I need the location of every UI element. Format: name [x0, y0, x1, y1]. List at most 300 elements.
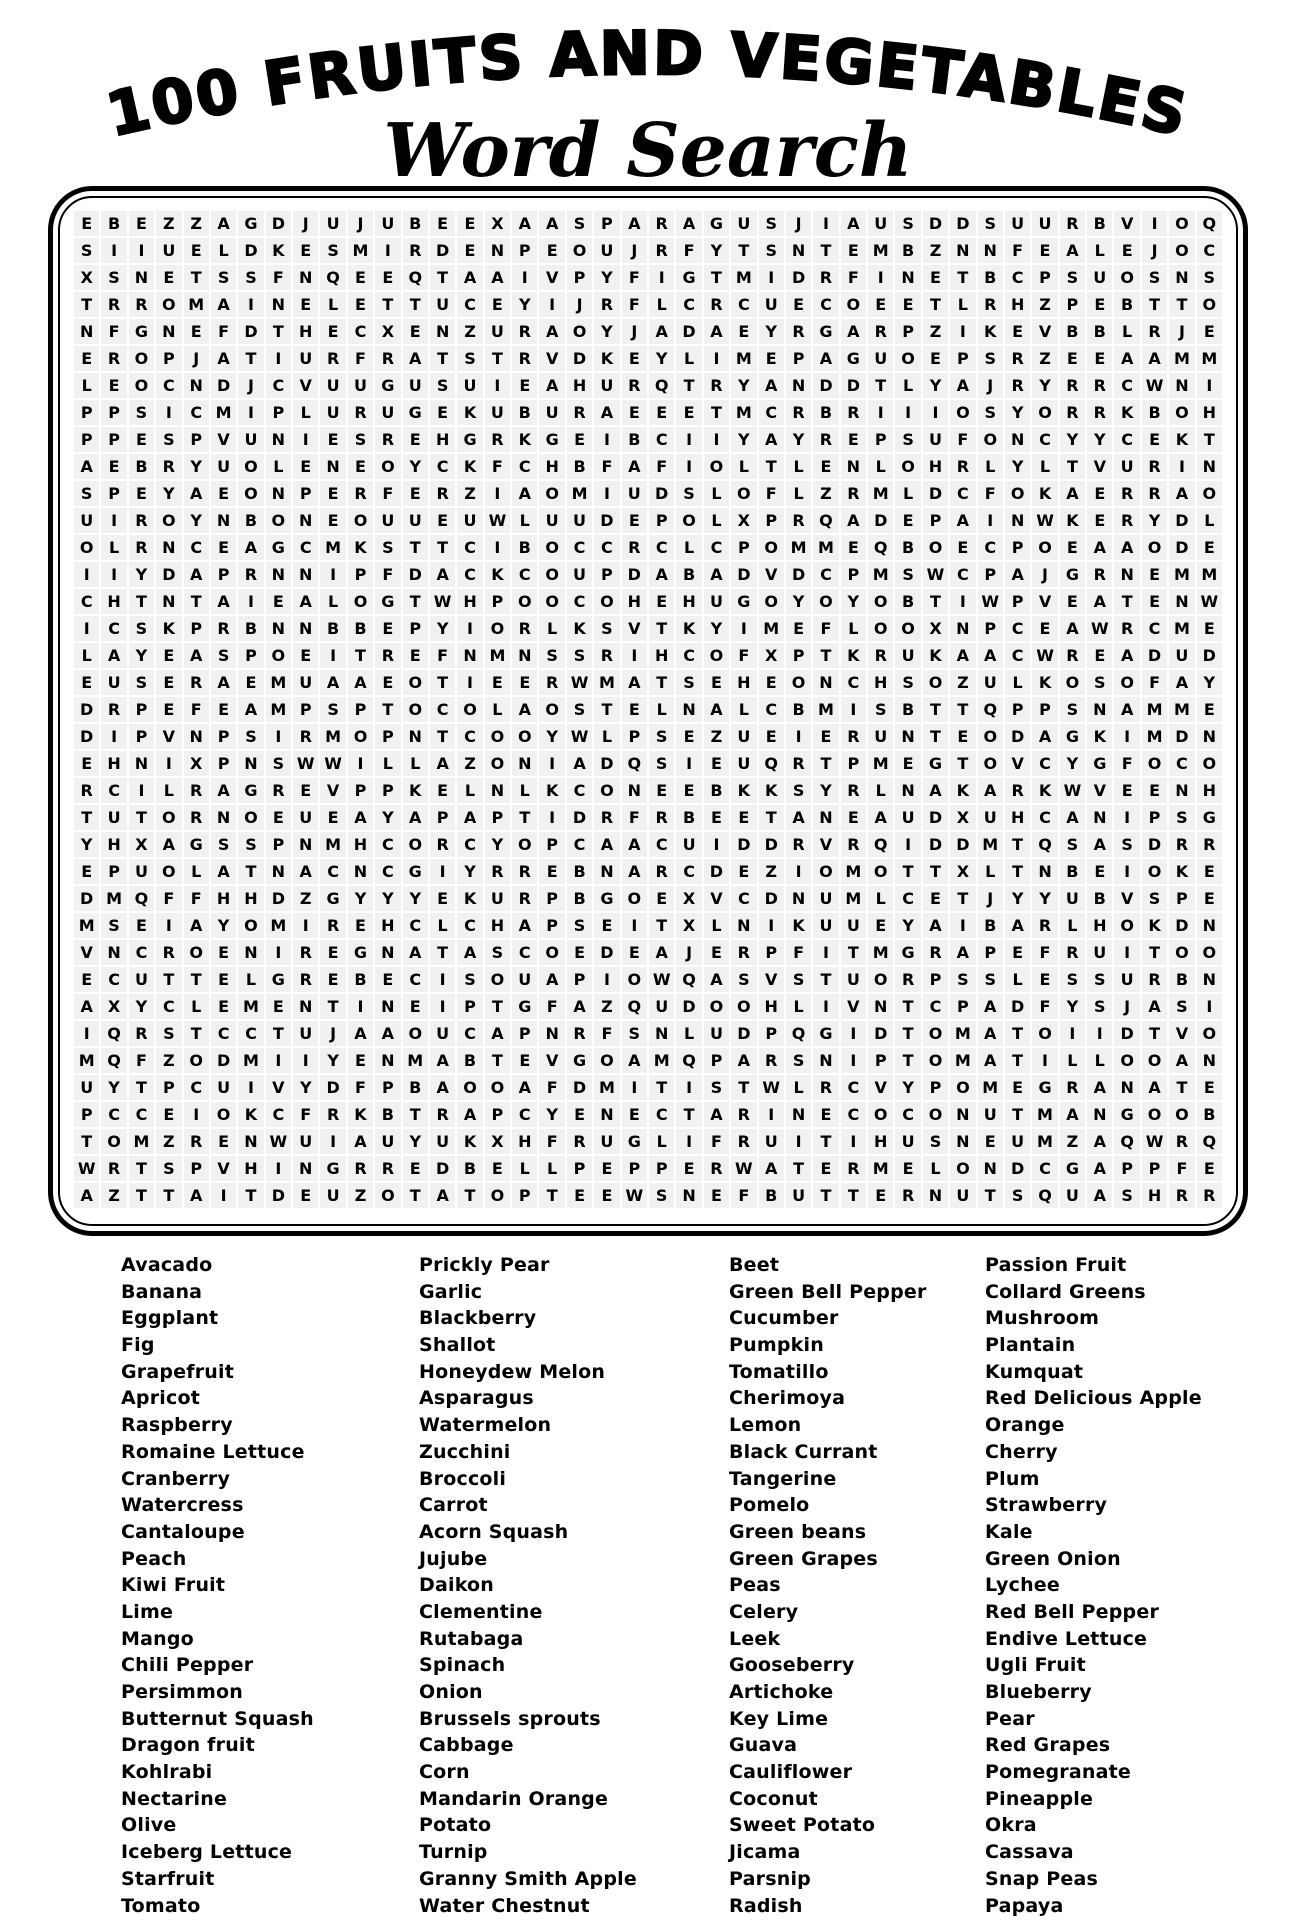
grid-cell-letter: N — [813, 670, 838, 695]
word-list-item: Watermelon — [419, 1414, 552, 1437]
grid-cell-letter: O — [594, 778, 619, 803]
grid-cell-letter: C — [156, 994, 181, 1019]
grid-cell-letter: U — [403, 373, 428, 398]
grid-cell-letter: C — [348, 319, 373, 344]
grid-cell-letter: P — [74, 400, 99, 425]
grid-cell-letter: U — [457, 508, 482, 533]
grid-cell-letter: O — [1032, 400, 1057, 425]
grid-cell-letter: V — [759, 967, 784, 992]
grid-cell-letter: T — [485, 994, 510, 1019]
word-list-item: Mango — [121, 1627, 194, 1650]
grid-cell-letter: F — [129, 1048, 154, 1073]
grid-cell-letter: R — [129, 508, 154, 533]
grid-cell-letter: A — [539, 373, 564, 398]
word-list-item: Strawberry — [985, 1494, 1108, 1517]
page-title: 100 FRUITS AND VEGETABLES — [100, 18, 1196, 151]
grid-cell-letter: Y — [1060, 427, 1085, 452]
grid-cell-letter: R — [430, 832, 455, 857]
grid-cell-letter: A — [430, 1075, 455, 1100]
grid-cell-letter: V — [539, 1048, 564, 1073]
grid-cell-letter: H — [1005, 292, 1030, 317]
grid-cell-letter: D — [868, 508, 893, 533]
grid-cell-letter: C — [156, 373, 181, 398]
grid-cell-letter: A — [184, 913, 209, 938]
grid-cell-letter: R — [841, 832, 866, 857]
word-list-item: Spinach — [419, 1654, 506, 1677]
grid-cell-letter: H — [457, 589, 482, 614]
word-list-item: Pineapple — [985, 1787, 1094, 1810]
grid-cell-letter: T — [1142, 1021, 1167, 1046]
grid-cell-letter: A — [731, 1048, 756, 1073]
grid-cell-letter: D — [567, 805, 592, 830]
grid-cell-letter: S — [129, 400, 154, 425]
grid-cell-letter: R — [1060, 400, 1085, 425]
grid-cell-letter: A — [211, 670, 236, 695]
grid-cell-letter: E — [184, 319, 209, 344]
grid-cell-letter: E — [895, 292, 920, 317]
grid-cell-letter: S — [567, 643, 592, 668]
grid-cell-letter: R — [1197, 832, 1222, 857]
grid-cell-letter: T — [375, 697, 400, 722]
grid-cell-letter: R — [512, 886, 537, 911]
grid-cell-letter: A — [539, 211, 564, 236]
grid-cell-letter: O — [978, 427, 1003, 452]
grid-cell-letter: U — [813, 913, 838, 938]
grid-cell-letter: M — [266, 670, 291, 695]
grid-cell-letter: A — [238, 697, 263, 722]
grid-cell-letter: J — [676, 940, 701, 965]
grid-cell-letter: K — [403, 778, 428, 803]
grid-cell-letter: B — [567, 454, 592, 479]
grid-cell-letter: F — [704, 1129, 729, 1154]
grid-cell-letter: Y — [184, 508, 209, 533]
grid-cell-letter: U — [868, 211, 893, 236]
grid-cell-letter: O — [156, 508, 181, 533]
grid-cell-letter: N — [978, 238, 1003, 263]
grid-cell-letter: I — [759, 265, 784, 290]
grid-cell-letter: N — [238, 751, 263, 776]
grid-cell-letter: L — [868, 886, 893, 911]
grid-cell-letter: E — [320, 319, 345, 344]
grid-cell-letter: H — [101, 751, 126, 776]
grid-cell-letter: R — [1005, 346, 1030, 371]
word-list-item: Cranberry — [121, 1467, 231, 1490]
grid-cell-letter: U — [731, 211, 756, 236]
grid-cell-letter: N — [485, 238, 510, 263]
grid-cell-letter: O — [567, 319, 592, 344]
grid-cell-letter: S — [649, 724, 674, 749]
grid-cell-letter: J — [238, 373, 263, 398]
grid-cell-letter: W — [293, 751, 318, 776]
grid-cell-letter: B — [622, 427, 647, 452]
grid-cell-letter: B — [320, 616, 345, 641]
grid-cell-letter: R — [567, 1021, 592, 1046]
grid-cell-letter: B — [403, 1075, 428, 1100]
grid-cell-letter: E — [375, 265, 400, 290]
grid-cell-letter: B — [1142, 400, 1167, 425]
grid-cell-letter: O — [704, 643, 729, 668]
word-list-item: Brussels sprouts — [419, 1707, 601, 1730]
grid-cell-letter: R — [1169, 1183, 1194, 1208]
grid-cell-letter: D — [430, 1156, 455, 1181]
grid-cell-letter: N — [978, 1156, 1003, 1181]
grid-cell-letter: M — [1197, 346, 1222, 371]
grid-cell-letter: P — [1114, 1156, 1139, 1181]
grid-cell-letter: S — [211, 832, 236, 857]
grid-cell-letter: Y — [649, 346, 674, 371]
grid-cell-letter: B — [895, 535, 920, 560]
grid-cell-letter: F — [813, 616, 838, 641]
grid-cell-letter: A — [74, 454, 99, 479]
grid-cell-letter: K — [731, 778, 756, 803]
grid-cell-letter: A — [622, 211, 647, 236]
grid-cell-letter: E — [74, 859, 99, 884]
grid-cell-letter: P — [211, 724, 236, 749]
grid-border-inner — [58, 196, 1238, 1226]
grid-cell-letter: O — [539, 589, 564, 614]
grid-cell-letter: P — [950, 994, 975, 1019]
grid-cell-letter: P — [622, 1156, 647, 1181]
grid-cell-letter: N — [512, 643, 537, 668]
grid-cell-letter: A — [211, 778, 236, 803]
grid-cell-letter: U — [923, 427, 948, 452]
grid-cell-letter: B — [786, 697, 811, 722]
grid-cell-letter: A — [1142, 994, 1167, 1019]
word-list-item: Shallot — [419, 1334, 496, 1357]
grid-cell-letter: N — [211, 508, 236, 533]
grid-cell-letter: L — [1032, 454, 1057, 479]
grid-cell-letter: P — [1005, 535, 1030, 560]
word-list-item: Honeydew Melon — [419, 1360, 606, 1383]
word-list-item: Daikon — [419, 1574, 495, 1597]
grid-cell-letter: T — [238, 859, 263, 884]
grid-cell-letter: O — [485, 751, 510, 776]
grid-cell-letter: S — [978, 967, 1003, 992]
grid-cell-letter: I — [1032, 1048, 1057, 1073]
grid-cell-letter: U — [978, 1102, 1003, 1127]
grid-cell-letter: S — [485, 940, 510, 965]
grid-cell-letter: E — [512, 1048, 537, 1073]
grid-cell-letter: O — [622, 886, 647, 911]
grid-cell-letter: L — [539, 616, 564, 641]
grid-cell-letter: I — [238, 400, 263, 425]
grid-cell-letter: I — [485, 481, 510, 506]
grid-cell-letter: N — [293, 265, 318, 290]
grid-cell-letter: F — [676, 238, 701, 263]
grid-cell-letter: E — [923, 886, 948, 911]
grid-cell-letter: O — [1142, 1048, 1167, 1073]
grid-cell-letter: K — [567, 616, 592, 641]
grid-cell-letter: O — [184, 1048, 209, 1073]
grid-cell-letter: D — [923, 481, 948, 506]
grid-cell-letter: M — [594, 1075, 619, 1100]
grid-cell-letter: I — [74, 616, 99, 641]
grid-cell-letter: V — [74, 940, 99, 965]
word-list-item: Lychee — [985, 1574, 1060, 1597]
grid-cell-letter: F — [485, 454, 510, 479]
grid-cell-letter: A — [539, 319, 564, 344]
grid-cell-letter: E — [649, 886, 674, 911]
grid-cell-letter: O — [539, 481, 564, 506]
grid-cell-letter: N — [1087, 1102, 1112, 1127]
grid-cell-letter: Y — [841, 589, 866, 614]
grid-cell-letter: P — [348, 778, 373, 803]
grid-cell-letter: A — [184, 643, 209, 668]
grid-cell-letter: P — [74, 1102, 99, 1127]
grid-cell-letter: B — [512, 535, 537, 560]
grid-cell-letter: O — [348, 724, 373, 749]
grid-cell-letter: N — [813, 805, 838, 830]
grid-cell-letter: N — [1005, 508, 1030, 533]
grid-cell-letter: A — [622, 832, 647, 857]
grid-cell-letter: M — [1032, 1129, 1057, 1154]
grid-cell-letter: Q — [1032, 832, 1057, 857]
grid-cell-letter: F — [1032, 940, 1057, 965]
grid-cell-letter: P — [156, 1075, 181, 1100]
grid-cell-letter: T — [649, 1075, 674, 1100]
grid-cell-letter: E — [512, 373, 537, 398]
grid-cell-letter: S — [868, 697, 893, 722]
grid-cell-letter: D — [594, 508, 619, 533]
grid-cell-letter: B — [238, 616, 263, 641]
grid-cell-letter: Y — [1142, 508, 1167, 533]
grid-cell-letter: O — [594, 1048, 619, 1073]
grid-cell-letter: N — [1197, 1048, 1222, 1073]
grid-cell-letter: C — [403, 967, 428, 992]
grid-cell-letter: O — [868, 589, 893, 614]
grid-cell-letter: P — [978, 616, 1003, 641]
grid-cell-letter: D — [950, 832, 975, 857]
grid-cell-letter: H — [923, 454, 948, 479]
word-list-item: Passion Fruit — [985, 1254, 1127, 1276]
grid-cell-letter: B — [676, 805, 701, 830]
grid-cell-letter: O — [868, 616, 893, 641]
grid-cell-letter: B — [1114, 292, 1139, 317]
grid-cell-letter: B — [101, 211, 126, 236]
grid-cell-letter: Y — [430, 616, 455, 641]
grid-cell-letter: P — [348, 697, 373, 722]
grid-cell-letter: X — [923, 616, 948, 641]
word-list-item: Mushroom — [985, 1307, 1100, 1330]
grid-cell-letter: A — [841, 319, 866, 344]
grid-cell-letter: P — [567, 967, 592, 992]
grid-cell-letter: A — [567, 751, 592, 776]
grid-cell-letter: O — [403, 832, 428, 857]
grid-cell-letter: S — [348, 427, 373, 452]
grid-cell-letter: E — [293, 778, 318, 803]
grid-cell-letter: A — [594, 832, 619, 857]
grid-cell-letter: E — [238, 670, 263, 695]
grid-cell-letter: A — [430, 562, 455, 587]
grid-cell-letter: G — [403, 859, 428, 884]
grid-cell-letter: Y — [403, 886, 428, 911]
word-list-item: Collard Greens — [985, 1280, 1146, 1303]
grid-cell-letter: T — [539, 1183, 564, 1208]
grid-cell-letter: P — [129, 697, 154, 722]
grid-cell-letter: E — [594, 1156, 619, 1181]
grid-cell-letter: O — [841, 292, 866, 317]
grid-cell-letter: O — [868, 967, 893, 992]
grid-cell-letter: R — [868, 319, 893, 344]
grid-cell-letter: U — [320, 373, 345, 398]
grid-cell-letter: C — [1169, 751, 1194, 776]
grid-cell-letter: F — [430, 643, 455, 668]
grid-cell-letter: J — [1032, 562, 1057, 587]
grid-cell-letter: K — [950, 778, 975, 803]
grid-cell-letter: Y — [129, 643, 154, 668]
grid-cell-letter: Y — [375, 886, 400, 911]
grid-cell-letter: A — [704, 1102, 729, 1127]
grid-cell-letter: B — [1087, 886, 1112, 911]
grid-cell-letter: D — [622, 562, 647, 587]
grid-cell-letter: I — [238, 292, 263, 317]
grid-cell-letter: S — [266, 751, 291, 776]
grid-cell-letter: I — [293, 913, 318, 938]
grid-cell-letter: R — [1142, 967, 1167, 992]
grid-cell-letter: S — [759, 238, 784, 263]
grid-cell-letter: D — [266, 886, 291, 911]
grid-cell-letter: O — [348, 508, 373, 533]
grid-cell-letter: O — [375, 1183, 400, 1208]
grid-cell-letter: O — [759, 589, 784, 614]
grid-cell-letter: T — [184, 1021, 209, 1046]
grid-cell-letter: C — [512, 940, 537, 965]
grid-cell-letter: S — [567, 697, 592, 722]
word-list-item: Red Grapes — [985, 1734, 1111, 1757]
grid-cell-letter: M — [320, 535, 345, 560]
grid-cell-letter: C — [457, 292, 482, 317]
grid-cell-letter: S — [101, 913, 126, 938]
grid-cell-letter: C — [567, 832, 592, 857]
grid-cell-letter: I — [813, 211, 838, 236]
grid-cell-letter: D — [1169, 535, 1194, 560]
grid-cell-letter: E — [868, 1183, 893, 1208]
grid-cell-letter: M — [759, 616, 784, 641]
grid-cell-letter: Y — [539, 724, 564, 749]
grid-cell-letter: M — [868, 481, 893, 506]
grid-cell-letter: B — [375, 1102, 400, 1127]
grid-cell-letter: A — [622, 454, 647, 479]
word-list-item: Granny Smith Apple — [419, 1867, 637, 1890]
grid-cell-letter: F — [211, 319, 236, 344]
grid-cell-letter: O — [457, 697, 482, 722]
word-list-item: Water Chestnut — [419, 1894, 590, 1917]
grid-cell-letter: N — [594, 859, 619, 884]
grid-cell-letter: O — [1197, 751, 1222, 776]
word-list-item: Red Delicious Apple — [985, 1387, 1202, 1410]
grid-cell-letter: Q — [622, 751, 647, 776]
grid-cell-letter: I — [704, 832, 729, 857]
grid-cell-letter: T — [1169, 1075, 1194, 1100]
grid-cell-letter: K — [156, 616, 181, 641]
grid-cell-letter: H — [238, 886, 263, 911]
word-list-item: Black Currant — [729, 1440, 878, 1463]
grid-cell-letter: G — [266, 535, 291, 560]
grid-cell-letter: C — [320, 859, 345, 884]
grid-cell-letter: N — [156, 319, 181, 344]
grid-cell-letter: I — [759, 1102, 784, 1127]
grid-cell-letter: V — [622, 616, 647, 641]
grid-cell-letter: I — [786, 724, 811, 749]
grid-cell-letter: A — [1114, 346, 1139, 371]
grid-cell-letter: O — [184, 940, 209, 965]
grid-cell-letter: T — [403, 589, 428, 614]
grid-cell-letter: U — [649, 994, 674, 1019]
grid-cell-letter: C — [266, 373, 291, 398]
grid-cell-letter: E — [676, 724, 701, 749]
grid-cell-letter: D — [156, 562, 181, 587]
grid-cell-letter: E — [156, 697, 181, 722]
grid-cell-letter: C — [923, 994, 948, 1019]
grid-cell-letter: U — [950, 1183, 975, 1208]
grid-cell-letter: W — [649, 967, 674, 992]
grid-cell-letter: U — [430, 1129, 455, 1154]
grid-cell-letter: E — [759, 346, 784, 371]
grid-cell-letter: P — [1142, 1156, 1167, 1181]
grid-cell-letter: A — [1114, 697, 1139, 722]
grid-cell-letter: X — [485, 211, 510, 236]
grid-cell-letter: N — [786, 1102, 811, 1127]
grid-cell-letter: R — [786, 751, 811, 776]
grid-cell-letter: T — [403, 292, 428, 317]
grid-cell-letter: L — [1005, 967, 1030, 992]
grid-cell-letter: G — [895, 940, 920, 965]
grid-cell-letter: Z — [704, 724, 729, 749]
grid-cell-letter: I — [320, 643, 345, 668]
grid-cell-letter: E — [211, 1129, 236, 1154]
grid-cell-letter: N — [950, 616, 975, 641]
grid-cell-letter: W — [1032, 508, 1057, 533]
word-list-item: Turnip — [419, 1841, 488, 1864]
grid-cell-letter: O — [895, 454, 920, 479]
grid-cell-letter: G — [704, 211, 729, 236]
grid-cell-letter: A — [293, 859, 318, 884]
grid-cell-letter: E — [293, 454, 318, 479]
grid-cell-letter: C — [731, 292, 756, 317]
grid-cell-letter: R — [512, 346, 537, 371]
grid-cell-letter: P — [129, 724, 154, 749]
grid-cell-letter: Y — [457, 859, 482, 884]
grid-cell-letter: T — [978, 1183, 1003, 1208]
grid-cell-letter: R — [731, 1129, 756, 1154]
grid-cell-letter: C — [457, 913, 482, 938]
grid-cell-letter: I — [156, 751, 181, 776]
word-list-item: Nectarine — [121, 1787, 228, 1810]
word-list-item: Starfruit — [121, 1867, 215, 1890]
grid-cell-letter: P — [485, 1102, 510, 1127]
grid-cell-letter: I — [512, 265, 537, 290]
grid-cell-letter: O — [731, 481, 756, 506]
grid-cell-letter: N — [1114, 562, 1139, 587]
word-list-item: Coconut — [729, 1787, 818, 1810]
grid-cell-letter: K — [1032, 481, 1057, 506]
grid-cell-letter: P — [786, 643, 811, 668]
grid-cell-letter: S — [895, 562, 920, 587]
grid-cell-letter: D — [74, 886, 99, 911]
grid-cell-letter: N — [375, 940, 400, 965]
word-list-item: Blueberry — [985, 1681, 1092, 1703]
grid-cell-letter: M — [1169, 697, 1194, 722]
grid-cell-letter: Y — [74, 832, 99, 857]
grid-cell-letter: I — [266, 940, 291, 965]
grid-cell-letter: Q — [649, 373, 674, 398]
grid-cell-letter: C — [293, 535, 318, 560]
grid-cell-letter: T — [895, 1021, 920, 1046]
grid-cell-letter: T — [74, 805, 99, 830]
grid-cell-letter: T — [923, 724, 948, 749]
grid-cell-letter: M — [731, 346, 756, 371]
grid-cell-letter: T — [895, 1048, 920, 1073]
